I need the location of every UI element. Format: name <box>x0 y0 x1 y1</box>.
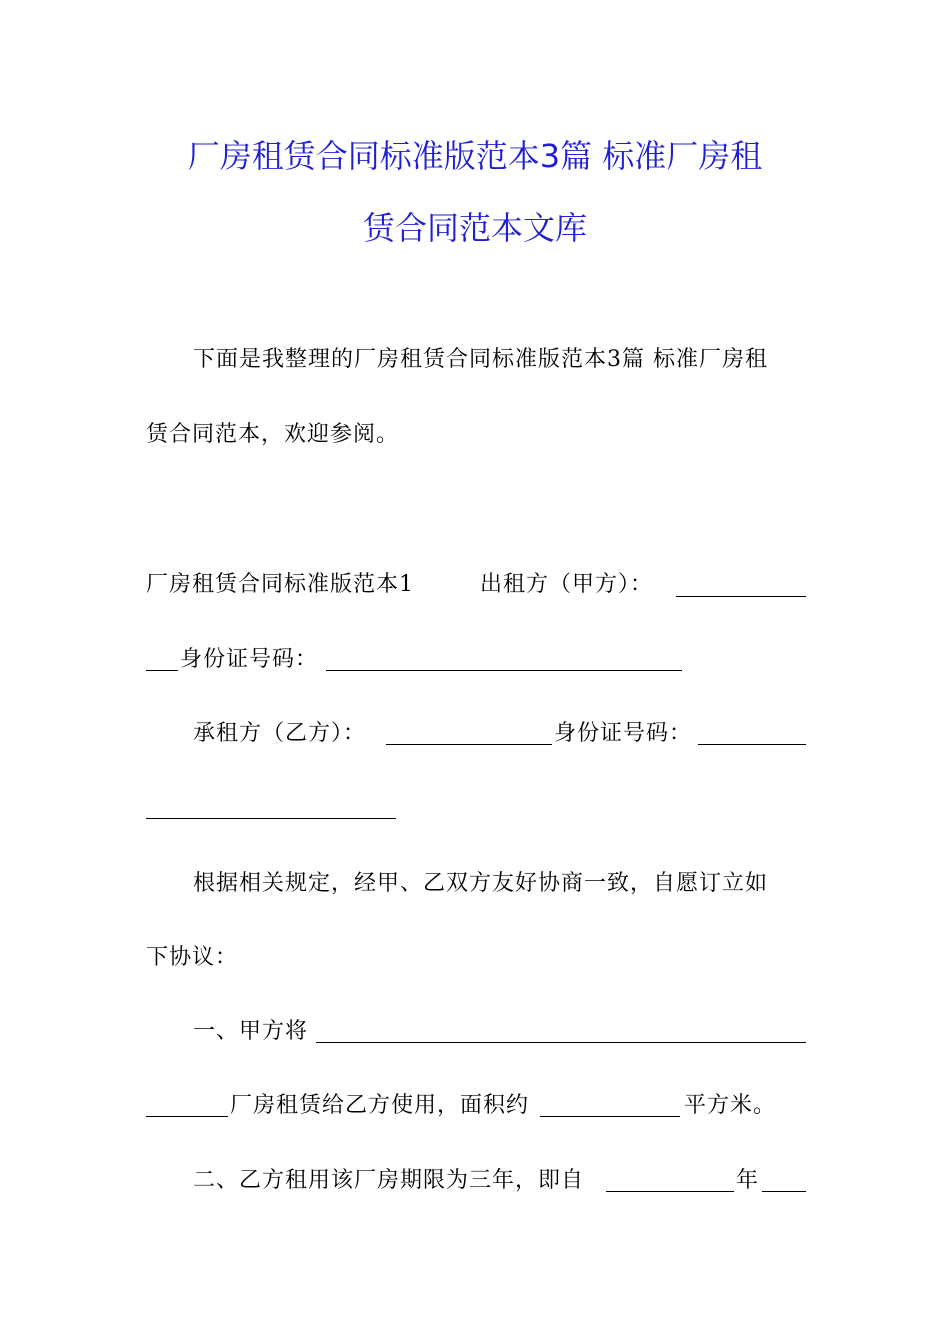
lessee-id-blank <box>698 744 806 745</box>
start-year-blank <box>606 1191 734 1192</box>
lessor-name-blank <box>676 596 806 597</box>
lessee-name-blank <box>386 744 552 745</box>
lessor-label: 出租方（甲方）： <box>480 572 654 597</box>
lessee-label: 承租方（乙方）： <box>193 721 367 746</box>
year-label: 年 <box>736 1168 760 1193</box>
agreement-basis-line-2: 下协议： <box>146 945 239 970</box>
id-number-label-2: 身份证号码： <box>554 721 693 746</box>
premises-blank <box>316 1042 806 1043</box>
id-number-label-1: 身份证号码： <box>180 647 319 672</box>
agreement-basis-line-1: 根据相关规定，经甲、乙双方友好协商一致，自愿订立如 <box>193 871 769 896</box>
document-title-line-1: 厂房租赁合同标准版范本3篇 标准厂房租 <box>187 137 763 175</box>
document-title-line-2: 赁合同范本文库 <box>362 209 587 247</box>
intro-line-2: 赁合同范本，欢迎参阅。 <box>146 422 400 447</box>
start-month-blank <box>762 1191 806 1192</box>
intro-line-1: 下面是我整理的厂房租赁合同标准版范本3篇 标准厂房租 <box>193 347 768 372</box>
contract-heading: 厂房租赁合同标准版范本1 <box>146 572 414 597</box>
lessor-name-blank-cont <box>146 670 178 671</box>
lessee-id-blank-cont <box>146 818 396 819</box>
area-blank <box>540 1116 680 1117</box>
clause-2-start: 二、乙方租用该厂房期限为三年，即自 <box>193 1168 585 1193</box>
clause-1-start: 一、甲方将 <box>193 1019 309 1044</box>
premises-blank-cont <box>146 1116 228 1117</box>
lessor-id-blank <box>326 670 682 671</box>
area-unit: 平方米。 <box>684 1093 777 1118</box>
clause-1-continuation: 厂房租赁给乙方使用，面积约 <box>230 1093 530 1118</box>
